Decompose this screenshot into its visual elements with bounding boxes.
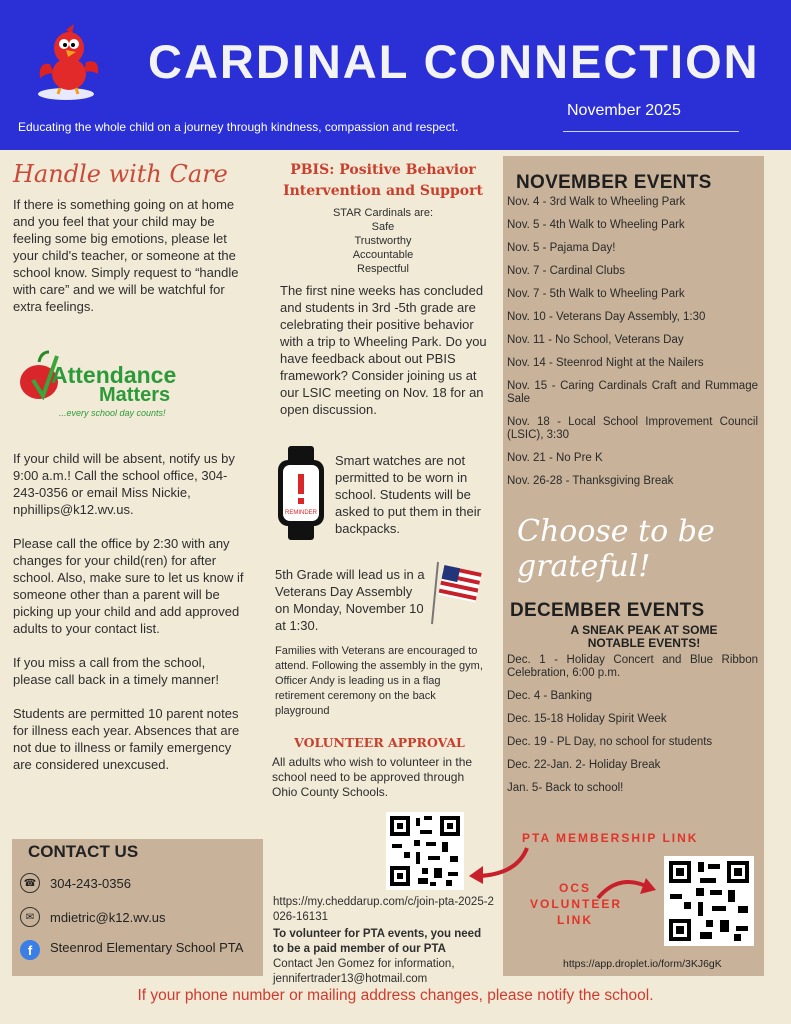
school-tagline: Educating the whole child on a journey through kindness, compassion and respect. <box>18 120 459 134</box>
ocs-url-link[interactable]: https://app.droplet.io/form/3KJ6gK <box>563 958 722 970</box>
pta-qr-code[interactable] <box>386 812 464 890</box>
november-event: Nov. 18 - Local School Improvement Council (LSIC), 3:30 <box>507 416 758 441</box>
contact-email-row[interactable] <box>20 907 166 927</box>
smartwatch-icon <box>276 446 326 540</box>
pta-info <box>273 895 495 987</box>
trait-accountable: Accountable <box>352 249 414 261</box>
november-event: Nov. 7 - 5th Walk to Wheeling Park <box>507 288 685 300</box>
trait-respectful: Respectful <box>357 263 409 275</box>
middle-column <box>272 160 494 418</box>
handle-with-care-text: If there is something going on at home and you feel that your child may be feeling some big emotions, please let your child's teacher, or someone at the school know. Simply request to “handle with care” and we will be watchful for extra feelings. <box>13 197 239 314</box>
pta-membership-label: PTA MEMBERSHIP LINK <box>522 831 699 845</box>
american-flag-icon <box>430 560 482 626</box>
ocs-label-line3: LINK <box>557 913 593 927</box>
november-event: Nov. 14 - Steenrod Night at the Nailers <box>507 357 704 369</box>
left-column <box>13 160 245 315</box>
november-event: Nov. 5 - 4th Walk to Wheeling Park <box>507 219 685 231</box>
header-banner <box>0 0 791 150</box>
volunteer-approval-title: VOLUNTEER APPROVAL <box>294 735 465 750</box>
november-event: Nov. 21 - No Pre K <box>507 452 603 464</box>
envelope-icon: ✉ <box>20 907 40 927</box>
november-event: Nov. 7 - Cardinal Clubs <box>507 265 626 277</box>
december-event: Dec. 19 - PL Day, no school for students <box>507 736 713 748</box>
trait-safe: Safe <box>371 221 395 233</box>
november-event: Nov. 15 - Caring Cardinals Craft and Rummage Sale <box>507 380 758 405</box>
cardinal-mascot-icon <box>36 22 104 102</box>
matters-logo-word: Matters <box>99 384 171 406</box>
pta-contact-note: Contact Jen Gomez for information, jennifertrader13@hotmail.com <box>273 958 455 985</box>
december-event: Dec. 15-18 Holiday Spirit Week <box>507 713 667 725</box>
newsletter-title: CARDINAL CONNECTION <box>148 35 760 88</box>
smartwatch-policy: Smart watches are not permitted to be worn in school. Students will be asked to put them in their backpacks. <box>335 453 481 536</box>
attendance-logo-tagline: ...every school day counts! <box>59 408 166 418</box>
november-event: Nov. 26-28 - Thanksgiving Break <box>507 475 674 487</box>
arrow-to-pta-qr-icon <box>465 844 531 884</box>
pickup-changes-notice: Please call the office by 2:30 with any changes for your child(ren) for after school. Also, make sure to let us know if someone other than a parent will be picking up your child and add approved adults to your contact list. <box>13 536 244 636</box>
choose-grateful-script: Choose to be grateful! <box>517 514 715 584</box>
trait-trustworthy: Trustworthy <box>354 235 412 247</box>
contact-us-heading: CONTACT US <box>28 842 139 861</box>
star-intro: STAR Cardinals are: <box>332 207 434 219</box>
attendance-logo-word: Attendance <box>51 362 177 388</box>
volunteer-approval-text: All adults who wish to volunteer in the school need to be approved through Ohio County Schools. <box>272 755 473 799</box>
handle-with-care-title: Handle with Care <box>13 160 228 188</box>
november-event: Nov. 11 - No School, Veterans Day <box>507 334 684 346</box>
contact-email: mdietric@k12.wv.us <box>50 909 166 925</box>
november-event: Nov. 4 - 3rd Walk to Wheeling Park <box>507 196 686 208</box>
arrow-to-ocs-qr-icon <box>594 872 660 902</box>
issue-month: November 2025 <box>567 102 681 119</box>
contact-us-box <box>12 839 263 976</box>
missed-call-notice: If you miss a call from the school, please call back in a timely manner! <box>13 655 219 687</box>
december-event: Dec. 1 - Holiday Concert and Blue Ribbon Celebration, 6:00 p.m. <box>507 654 758 679</box>
contact-phone: 304-243-0356 <box>50 875 131 891</box>
veterans-details: Families with Veterans are encouraged to attend. Following the assembly in the gym, Officer Andy is leading us in a flag retirement ceremony on the back playground <box>275 645 483 717</box>
absence-notice: If your child will be absent, notify us by 9:00 a.m.! Call the school office, 304-243-0356 or email Miss Nickie, nphillips@k12.wv.us. <box>13 451 235 517</box>
december-events-list <box>507 654 758 805</box>
attendance-matters-logo <box>19 350 189 434</box>
ocs-label-line1: OCS <box>558 881 591 895</box>
reminder-label: REMINDER <box>284 510 318 516</box>
november-events-list <box>507 196 758 498</box>
month-underline <box>563 131 739 132</box>
pta-member-note: To volunteer for PTA events, you need to be a paid member of our PTA <box>273 928 482 955</box>
december-event: Jan. 5- Back to school! <box>507 782 624 794</box>
december-event: Dec. 4 - Banking <box>507 690 593 702</box>
december-events-heading: DECEMBER EVENTS <box>510 600 705 621</box>
facebook-icon: f <box>20 940 40 960</box>
footer-notice: If your phone number or mailing address changes, please notify the school. <box>137 987 654 1004</box>
parent-notes-policy: Students are permitted 10 parent notes for illness each year. Absences that are not due to illness or family emergency are considered unexcused. <box>13 706 240 772</box>
ocs-label-line2: VOLUNTEER <box>530 897 623 911</box>
november-events-heading: NOVEMBER EVENTS <box>516 172 712 193</box>
november-event: Nov. 5 - Pajama Day! <box>507 242 616 254</box>
pbis-title-line2: Intervention and Support <box>283 183 483 199</box>
events-panel <box>503 156 764 976</box>
ocs-qr-code[interactable] <box>664 856 754 946</box>
contact-phone-row[interactable] <box>20 873 131 893</box>
november-event: Nov. 10 - Veterans Day Assembly, 1:30 <box>507 311 706 323</box>
sneak-peak-subheading: A SNEAK PEAK AT SOME NOTABLE EVENTS! <box>570 623 718 650</box>
contact-facebook: Steenrod Elementary School PTA <box>50 940 244 955</box>
attendance-section <box>13 450 245 773</box>
contact-facebook-row[interactable] <box>20 939 255 960</box>
veterans-assembly-text: 5th Grade will lead us in a Veterans Day Assembly on Monday, November 10 at 1:30. <box>275 567 425 633</box>
phone-icon: ☎ <box>20 873 40 893</box>
pbis-title-line1: PBIS: Positive Behavior <box>290 162 476 178</box>
pbis-text: The first nine weeks has concluded and students in 3rd -5th grade are celebrating their positive behavior with a trip to Wheeling Park. Do you have feedback about out PBIS framework? Consider joining us at our LSIC meeting on Nov. 18 for an open discussion. <box>280 283 487 417</box>
december-event: Dec. 22-Jan. 2- Holiday Break <box>507 759 661 771</box>
pta-url-link[interactable]: https://my.cheddarup.com/c/join-pta-2025-2026-16131 <box>273 896 494 923</box>
